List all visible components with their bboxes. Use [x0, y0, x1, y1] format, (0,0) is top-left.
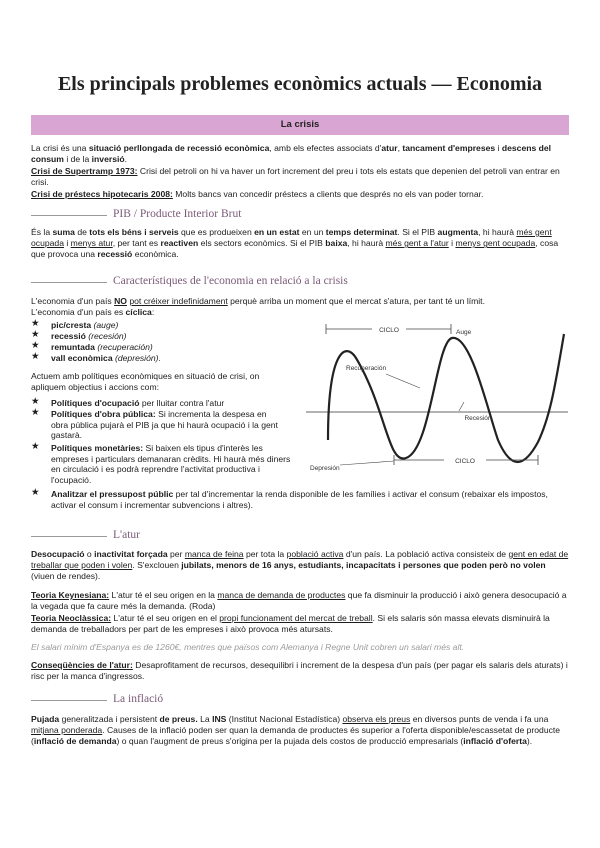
- star-icon: ★: [31, 340, 40, 351]
- atur-definition: Desocupació o inactivitat forçada per manca de feina per tota la població activa d'un país. La població activa consisteix de gent en edat de treballar que poden i volen. S'exclouen jubilats, menors de 16 anys, estudiants, incapacitats i persones que poden però no volen (viuen de rendes).: [31, 549, 569, 582]
- star-icon: ★: [31, 329, 40, 340]
- atur-salary-note: El salari mínim d'Espanya es de 1260€, mentres que països com Alemanya i Regne Unit cobren un salari més alt.: [31, 642, 465, 652]
- section-divider: [31, 536, 107, 537]
- crisis-definition: La crisi és una situació perllongada de recessió econòmica, amb els efectes associats d'atur, tancament d'empreses i descens del consum i de la inversió.: [31, 143, 552, 165]
- inflacio-section-header: [31, 693, 571, 707]
- pib-section-header: [31, 208, 571, 222]
- cycle-label-bottom: CICLO: [455, 458, 475, 465]
- star-icon: ★: [31, 487, 40, 498]
- inflacio-heading: La inflació: [113, 693, 164, 705]
- caract-cyclic: L'economia d'un país es cíclica:: [31, 307, 155, 317]
- pib-heading: PIB / Producte Interior Brut: [113, 208, 242, 220]
- star-icon: ★: [31, 318, 40, 329]
- label-pointer: [386, 374, 420, 388]
- economic-cycle-diagram: [306, 320, 568, 480]
- document-page: Els principals problemes econòmics actuals — Economia La crisis La crisi és una situació perllongada de recessió econòmica, amb els efectes associats d'atur, tancament d'empreses i descens del consum i de la inversió. Crisi de Supertramp 1973: Crisi del petroli on hi va haver un fort increment del preu i tots els estats que depenien del petroli van entrar en crisi. Crisi de préstecs hipotecaris 2008: Molts bancs van concedir préstecs a clients que després no els van poder tornar. PIB / Producte Interior Brut És la suma de tots els béns i serveis que es produeixen en un estat en un temps determinat. Si el PIB augmenta, hi haurà més gent ocupada i menys atur, per tant es reactiven els sectors econòmics. Si el PIB baixa, hi haurà més gent a l'atur i menys gent ocupada, cosa que provoca una recessió econòmica. Característiques de l'economia en relació a la crisis L'economia d'un país NO pot créixer indefinidament perquè arriba un moment que el mercat s'atura, per tant té un límit. L'economia d'un país es cíclica: ★ pic/cresta (auge) ★ recessió (recesión) ★ remuntada (recuperación) ★ vall econòmica (depresión). Actuem amb polítiques econòmiques en situació de crisi, on apliquem objectius i accions com: ★ Polítiques d'ocupació per lluitar contra l'atur ★ Polítiques d'obra pública: Si incrementa la despesa en obra pública pujarà el PIB ja que hi haurà ocupació i la gent gastarà. ★ Polítiques monetàries: Si baixen els tipus d'interès les empreses i particulars demanaran crèdits. Hi haurà més diners en circulació i es podrà reprendre l'activitat productiva i l'ocupació. ★ Analitzar el pressupost públic per tal d'incrementar la renda disponible de les famílies i activar el consum (rebaixar els impostos, activar el consum i incrementar subvencions i altres). CICLO Auge Recuperación Recesión Depresión CICLO L'atur Desocupació o inactivitat forçada per manca de feina per tota la població activa d'un país. La població activa consisteix de gent en edat de treballar que poden i volen. S'exclouen jubilats, menors de 16 anys, estudiants, incapacitats i persones que poden però no volen (viuen de rendes). Teoria Keynesiana: L'atur té el seu origen en la manca de demanda de productes que fa disminuir la producció i això genera desocupació a la vegada que fa caure més la demanda. (Roda) Teoria Neoclàssica: L'atur té el seu origen en el propi funcionament del mercat de treball. Si els salaris són massa elevats disminuirà la demanda de treballadors per part de les empreses i això provoca més atursats. El salari mínim d'Espanya es de 1260€, mentres que països com Alemanya i Regne Unit cobren un salari més alt. Conseqüències de l'atur: Desaprofitament de recursos, desequilibri i increment de la despesa d'un país (per pagar els salaris dels aturats) i risc per la manca d'ingressos. La inflació Pujada generalitzada i persistent de preus. La INS (Institut Nacional Estadística) observa els preus en diversos punts de venda i fa una mitjana ponderada. Causes de la inflació poden ser quan la demanda de productes és superior a l'oferta disponible/escassetat de producte (inflació de demanda) o quan l'augment de preus s'origina per la pujada dels costos de producció empresarials (inflació d'oferta).: [0, 0, 600, 848]
- crisis-heading-band: [31, 115, 569, 135]
- cycle-label-top: CICLO: [379, 327, 399, 334]
- caract-section-header: [31, 275, 571, 289]
- label-recuperacion: Recuperación: [346, 365, 387, 372]
- label-recesion: Recesión: [464, 415, 492, 422]
- crisis-heading: La crisis: [280, 119, 320, 130]
- label-auge: Auge: [456, 329, 472, 336]
- star-icon: ★: [31, 351, 40, 362]
- star-icon: ★: [31, 396, 40, 407]
- policies-intro: Actuem amb polítiques econòmiques en situació de crisi, on apliquem objectius i accions com:: [31, 371, 260, 393]
- section-divider: [31, 700, 107, 701]
- star-icon: ★: [31, 441, 40, 452]
- star-icon: ★: [31, 407, 40, 418]
- pib-paragraph: És la suma de tots els béns i serveis que es produeixen en un estat en un temps determinat. Si el PIB augmenta, hi haurà més gent ocupada i menys atur, per tant es reactiven els sectors econòmics. Si el PIB baixa, hi haurà més gent a l'atur i menys gent ocupada, cosa que provoca una recessió econòmica.: [31, 227, 559, 260]
- crisis-2008: Crisi de préstecs hipotecaris 2008: Molts bancs van concedir préstecs a clients que després no els van poder tornar.: [31, 189, 484, 199]
- atur-section-header: [31, 529, 571, 543]
- atur-keynes: Teoria Keynesiana: L'atur té el seu origen en la manca de demanda de productes que fa disminuir la producció i això genera desocupació a la vegada que fa caure més la demanda. (Roda): [31, 590, 567, 612]
- crisis-1973: Crisi de Supertramp 1973: Crisi del petroli on hi va haver un fort increment del preu i tots els estats que depenien del petroli van entrar en crisi.: [31, 166, 560, 188]
- cycle-curve: [328, 334, 564, 462]
- page-title: Els principals problemes econòmics actuals — Economia: [57, 73, 543, 95]
- section-divider: [31, 282, 107, 283]
- caract-heading: Característiques de l'economia en relació a la crisis: [113, 275, 348, 287]
- caract-limit: L'economia d'un país NO pot créixer indefinidament perquè arriba un moment que el mercat s'atura, per tant té un límit.: [31, 296, 485, 306]
- label-depresion: Depresión: [310, 465, 340, 472]
- atur-consequences: Conseqüències de l'atur: Desaprofitament de recursos, desequilibri i increment de la despesa d'un país (per pagar els salaris dels aturats) i risc per la manca d'ingressos.: [31, 660, 568, 682]
- section-divider: [31, 215, 107, 216]
- atur-heading: L'atur: [113, 529, 140, 541]
- atur-neoclassic: Teoria Neoclàssica: L'atur té el seu origen en el propi funcionament del mercat de treball. Si els salaris són massa elevats disminuirà la demanda de treballadors per part de les empreses i això provoca més atursats.: [31, 613, 550, 635]
- label-pointer: [340, 461, 394, 465]
- label-pointer: [459, 402, 464, 411]
- inflacio-paragraph: Pujada generalitzada i persistent de preus. La INS (Institut Nacional Estadística) observa els preus en diversos punts de venda i fa una mitjana ponderada. Causes de la inflació poden ser quan la demanda de productes és superior a l'oferta disponible/escassetat de producte (inflació de demanda) o quan l'augment de preus s'origina per la pujada dels costos de producció empresarials (inflació d'oferta).: [31, 714, 561, 747]
